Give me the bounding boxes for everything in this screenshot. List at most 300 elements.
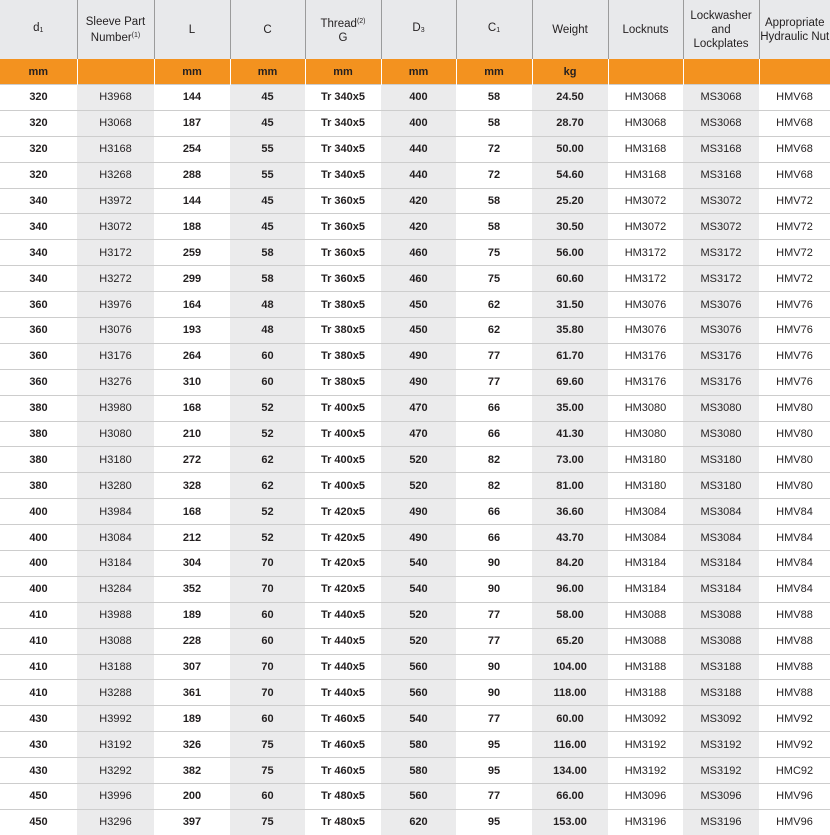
cell-d3: 450 xyxy=(381,292,456,318)
cell-l: 193 xyxy=(154,318,230,344)
cell-d1: 430 xyxy=(0,706,77,732)
cell-lockwasher: MS3192 xyxy=(683,732,759,758)
cell-d1: 360 xyxy=(0,343,77,369)
cell-weight: 96.00 xyxy=(532,576,608,602)
cell-sleeve-part-number: H3288 xyxy=(77,680,154,706)
cell-d3: 420 xyxy=(381,188,456,214)
table-row xyxy=(0,809,830,834)
cell-c: 75 xyxy=(230,758,305,784)
cell-l: 328 xyxy=(154,473,230,499)
cell-l: 189 xyxy=(154,706,230,732)
cell-c: 58 xyxy=(230,240,305,266)
cell-d3: 580 xyxy=(381,732,456,758)
cell-d3: 460 xyxy=(381,240,456,266)
cell-locknuts: HM3184 xyxy=(608,576,683,602)
cell-weight: 61.70 xyxy=(532,343,608,369)
cell-d3: 520 xyxy=(381,473,456,499)
cell-d1: 320 xyxy=(0,85,77,111)
unit-c1: mm xyxy=(456,59,532,85)
cell-hydraulic-nut: HMV80 xyxy=(759,473,830,499)
cell-lockwasher: MS3068 xyxy=(683,85,759,111)
cell-sleeve-part-number: H3976 xyxy=(77,292,154,318)
cell-locknuts: HM3076 xyxy=(608,318,683,344)
cell-weight: 81.00 xyxy=(532,473,608,499)
cell-hydraulic-nut: HMV88 xyxy=(759,602,830,628)
cell-thread: Tr 420x5 xyxy=(305,525,381,551)
cell-d3: 450 xyxy=(381,318,456,344)
cell-hydraulic-nut: HMV80 xyxy=(759,395,830,421)
table-row xyxy=(0,680,830,706)
header-lockwasher: Lockwasher and Lockplates xyxy=(683,0,759,59)
cell-d3: 520 xyxy=(381,447,456,473)
cell-d3: 560 xyxy=(381,680,456,706)
cell-c: 60 xyxy=(230,628,305,654)
cell-thread: Tr 360x5 xyxy=(305,214,381,240)
cell-c1: 72 xyxy=(456,162,532,188)
cell-locknuts: HM3176 xyxy=(608,343,683,369)
cell-sleeve-part-number: H3980 xyxy=(77,395,154,421)
cell-d3: 540 xyxy=(381,551,456,577)
cell-sleeve-part-number: H3084 xyxy=(77,525,154,551)
cell-locknuts: HM3088 xyxy=(608,628,683,654)
cell-hydraulic-nut: HMV72 xyxy=(759,266,830,292)
cell-locknuts: HM3192 xyxy=(608,732,683,758)
header-sleeve-part-number: Sleeve Part Number$^{(1)}$ xyxy=(77,0,154,59)
unit-thread: mm xyxy=(305,59,381,85)
cell-lockwasher: MS3084 xyxy=(683,525,759,551)
cell-d3: 490 xyxy=(381,499,456,525)
cell-l: 397 xyxy=(154,809,230,834)
cell-thread: Tr 440x5 xyxy=(305,680,381,706)
cell-thread: Tr 400x5 xyxy=(305,421,381,447)
cell-sleeve-part-number: H3972 xyxy=(77,188,154,214)
cell-l: 210 xyxy=(154,421,230,447)
cell-l: 264 xyxy=(154,343,230,369)
cell-l: 187 xyxy=(154,110,230,136)
cell-locknuts: HM3084 xyxy=(608,525,683,551)
cell-d3: 420 xyxy=(381,214,456,240)
cell-c1: 77 xyxy=(456,628,532,654)
cell-thread: Tr 400x5 xyxy=(305,447,381,473)
cell-d3: 440 xyxy=(381,162,456,188)
cell-l: 168 xyxy=(154,395,230,421)
cell-c1: 58 xyxy=(456,214,532,240)
cell-hydraulic-nut: HMV92 xyxy=(759,732,830,758)
cell-sleeve-part-number: H3180 xyxy=(77,447,154,473)
cell-thread: Tr 480x5 xyxy=(305,809,381,834)
cell-d3: 490 xyxy=(381,525,456,551)
unit-d3: mm xyxy=(381,59,456,85)
cell-lockwasher: MS3172 xyxy=(683,240,759,266)
cell-thread: Tr 360x5 xyxy=(305,188,381,214)
cell-d1: 340 xyxy=(0,240,77,266)
cell-hydraulic-nut: HMV80 xyxy=(759,421,830,447)
cell-d1: 320 xyxy=(0,162,77,188)
cell-weight: 50.00 xyxy=(532,136,608,162)
cell-d1: 410 xyxy=(0,602,77,628)
cell-lockwasher: MS3172 xyxy=(683,266,759,292)
cell-lockwasher: MS3076 xyxy=(683,292,759,318)
cell-lockwasher: MS3176 xyxy=(683,369,759,395)
cell-l: 272 xyxy=(154,447,230,473)
cell-lockwasher: MS3180 xyxy=(683,447,759,473)
cell-lockwasher: MS3192 xyxy=(683,758,759,784)
cell-c: 52 xyxy=(230,421,305,447)
table-row xyxy=(0,473,830,499)
cell-lockwasher: MS3080 xyxy=(683,421,759,447)
cell-c1: 82 xyxy=(456,447,532,473)
cell-c1: 90 xyxy=(456,576,532,602)
header-c1: $C_1$ xyxy=(456,0,532,59)
cell-c1: 58 xyxy=(456,188,532,214)
cell-c: 60 xyxy=(230,343,305,369)
cell-c1: 95 xyxy=(456,809,532,834)
cell-c: 45 xyxy=(230,85,305,111)
cell-hydraulic-nut: HMV84 xyxy=(759,525,830,551)
cell-thread: Tr 360x5 xyxy=(305,240,381,266)
cell-l: 288 xyxy=(154,162,230,188)
cell-weight: 30.50 xyxy=(532,214,608,240)
cell-weight: 60.60 xyxy=(532,266,608,292)
table-row xyxy=(0,758,830,784)
unit-d1: mm xyxy=(0,59,77,85)
header-c: C xyxy=(230,0,305,59)
cell-thread: Tr 380x5 xyxy=(305,318,381,344)
cell-l: 144 xyxy=(154,85,230,111)
cell-hydraulic-nut: HMV96 xyxy=(759,784,830,810)
cell-d1: 400 xyxy=(0,576,77,602)
table-row xyxy=(0,395,830,421)
cell-hydraulic-nut: HMV76 xyxy=(759,292,830,318)
table-row xyxy=(0,732,830,758)
cell-locknuts: HM3092 xyxy=(608,706,683,732)
header-hydraulic-nut: Appropriate Hydraulic Nut xyxy=(759,0,830,59)
unit-weight: kg xyxy=(532,59,608,85)
cell-thread: Tr 420x5 xyxy=(305,576,381,602)
cell-d3: 560 xyxy=(381,654,456,680)
cell-hydraulic-nut: HMV88 xyxy=(759,628,830,654)
cell-hydraulic-nut: HMV84 xyxy=(759,551,830,577)
header-l: L xyxy=(154,0,230,59)
cell-locknuts: HM3088 xyxy=(608,602,683,628)
table-row xyxy=(0,525,830,551)
cell-c1: 66 xyxy=(456,499,532,525)
cell-hydraulic-nut: HMV96 xyxy=(759,809,830,834)
cell-locknuts: HM3188 xyxy=(608,680,683,706)
cell-lockwasher: MS3196 xyxy=(683,809,759,834)
cell-c: 52 xyxy=(230,499,305,525)
header-locknuts: Locknuts xyxy=(608,0,683,59)
cell-weight: 134.00 xyxy=(532,758,608,784)
cell-c: 70 xyxy=(230,680,305,706)
cell-lockwasher: MS3076 xyxy=(683,318,759,344)
cell-thread: Tr 420x5 xyxy=(305,499,381,525)
cell-thread: Tr 460x5 xyxy=(305,758,381,784)
cell-weight: 65.20 xyxy=(532,628,608,654)
cell-l: 326 xyxy=(154,732,230,758)
cell-weight: 56.00 xyxy=(532,240,608,266)
cell-lockwasher: MS3080 xyxy=(683,395,759,421)
cell-d3: 520 xyxy=(381,602,456,628)
cell-sleeve-part-number: H3088 xyxy=(77,628,154,654)
cell-hydraulic-nut: HMV84 xyxy=(759,576,830,602)
table-row xyxy=(0,628,830,654)
cell-hydraulic-nut: HMC92 xyxy=(759,758,830,784)
cell-sleeve-part-number: H3080 xyxy=(77,421,154,447)
unit-sleeve-part-number xyxy=(77,59,154,85)
cell-locknuts: HM3192 xyxy=(608,758,683,784)
cell-sleeve-part-number: H3068 xyxy=(77,110,154,136)
cell-sleeve-part-number: H3076 xyxy=(77,318,154,344)
cell-lockwasher: MS3168 xyxy=(683,136,759,162)
cell-c1: 77 xyxy=(456,369,532,395)
cell-lockwasher: MS3072 xyxy=(683,214,759,240)
cell-c: 70 xyxy=(230,576,305,602)
cell-d3: 620 xyxy=(381,809,456,834)
cell-l: 168 xyxy=(154,499,230,525)
cell-l: 144 xyxy=(154,188,230,214)
cell-c1: 90 xyxy=(456,680,532,706)
cell-d1: 410 xyxy=(0,628,77,654)
cell-c1: 66 xyxy=(456,395,532,421)
cell-weight: 35.00 xyxy=(532,395,608,421)
cell-c1: 58 xyxy=(456,85,532,111)
cell-lockwasher: MS3184 xyxy=(683,551,759,577)
cell-lockwasher: MS3084 xyxy=(683,499,759,525)
cell-d3: 490 xyxy=(381,369,456,395)
cell-d1: 340 xyxy=(0,188,77,214)
cell-c: 60 xyxy=(230,784,305,810)
cell-locknuts: HM3172 xyxy=(608,266,683,292)
cell-d3: 440 xyxy=(381,136,456,162)
cell-locknuts: HM3076 xyxy=(608,292,683,318)
cell-d3: 490 xyxy=(381,343,456,369)
cell-d3: 400 xyxy=(381,110,456,136)
table-row xyxy=(0,654,830,680)
table-row xyxy=(0,214,830,240)
cell-d1: 360 xyxy=(0,318,77,344)
cell-c: 52 xyxy=(230,395,305,421)
units-row xyxy=(0,59,830,85)
cell-c: 45 xyxy=(230,110,305,136)
cell-c1: 75 xyxy=(456,266,532,292)
cell-lockwasher: MS3088 xyxy=(683,602,759,628)
cell-weight: 84.20 xyxy=(532,551,608,577)
cell-lockwasher: MS3096 xyxy=(683,784,759,810)
table-row xyxy=(0,343,830,369)
cell-lockwasher: MS3072 xyxy=(683,188,759,214)
cell-sleeve-part-number: H3168 xyxy=(77,136,154,162)
cell-weight: 36.60 xyxy=(532,499,608,525)
cell-c: 62 xyxy=(230,447,305,473)
cell-locknuts: HM3080 xyxy=(608,421,683,447)
cell-c1: 66 xyxy=(456,525,532,551)
cell-sleeve-part-number: H3280 xyxy=(77,473,154,499)
cell-d3: 460 xyxy=(381,266,456,292)
cell-c1: 62 xyxy=(456,318,532,344)
table-row xyxy=(0,421,830,447)
cell-d1: 380 xyxy=(0,421,77,447)
cell-locknuts: HM3072 xyxy=(608,188,683,214)
cell-d1: 400 xyxy=(0,525,77,551)
cell-d3: 540 xyxy=(381,576,456,602)
cell-c: 70 xyxy=(230,654,305,680)
cell-c1: 90 xyxy=(456,654,532,680)
cell-c1: 66 xyxy=(456,421,532,447)
cell-locknuts: HM3176 xyxy=(608,369,683,395)
unit-l: mm xyxy=(154,59,230,85)
cell-thread: Tr 440x5 xyxy=(305,628,381,654)
cell-hydraulic-nut: HMV80 xyxy=(759,447,830,473)
cell-hydraulic-nut: HMV88 xyxy=(759,680,830,706)
cell-locknuts: HM3180 xyxy=(608,447,683,473)
cell-thread: Tr 420x5 xyxy=(305,551,381,577)
cell-sleeve-part-number: H3988 xyxy=(77,602,154,628)
cell-d1: 340 xyxy=(0,214,77,240)
cell-l: 164 xyxy=(154,292,230,318)
table-row xyxy=(0,706,830,732)
cell-d1: 410 xyxy=(0,680,77,706)
cell-thread: Tr 340x5 xyxy=(305,110,381,136)
cell-weight: 118.00 xyxy=(532,680,608,706)
cell-l: 307 xyxy=(154,654,230,680)
cell-c: 62 xyxy=(230,473,305,499)
cell-d1: 430 xyxy=(0,732,77,758)
cell-locknuts: HM3068 xyxy=(608,110,683,136)
cell-d1: 410 xyxy=(0,654,77,680)
cell-thread: Tr 440x5 xyxy=(305,602,381,628)
cell-locknuts: HM3180 xyxy=(608,473,683,499)
cell-c: 45 xyxy=(230,214,305,240)
cell-thread: Tr 380x5 xyxy=(305,369,381,395)
cell-weight: 41.30 xyxy=(532,421,608,447)
cell-lockwasher: MS3176 xyxy=(683,343,759,369)
cell-c1: 72 xyxy=(456,136,532,162)
cell-hydraulic-nut: HMV76 xyxy=(759,343,830,369)
cell-hydraulic-nut: HMV92 xyxy=(759,706,830,732)
cell-hydraulic-nut: HMV68 xyxy=(759,136,830,162)
cell-d3: 580 xyxy=(381,758,456,784)
cell-d3: 470 xyxy=(381,395,456,421)
cell-c1: 95 xyxy=(456,732,532,758)
cell-weight: 43.70 xyxy=(532,525,608,551)
cell-l: 310 xyxy=(154,369,230,395)
cell-weight: 24.50 xyxy=(532,85,608,111)
cell-c: 52 xyxy=(230,525,305,551)
cell-c: 45 xyxy=(230,188,305,214)
cell-sleeve-part-number: H3172 xyxy=(77,240,154,266)
cell-l: 212 xyxy=(154,525,230,551)
cell-hydraulic-nut: HMV68 xyxy=(759,162,830,188)
table-row xyxy=(0,576,830,602)
cell-hydraulic-nut: HMV72 xyxy=(759,188,830,214)
cell-thread: Tr 400x5 xyxy=(305,395,381,421)
table-row xyxy=(0,85,830,111)
cell-l: 188 xyxy=(154,214,230,240)
cell-thread: Tr 340x5 xyxy=(305,85,381,111)
cell-lockwasher: MS3180 xyxy=(683,473,759,499)
cell-c1: 77 xyxy=(456,706,532,732)
cell-d3: 470 xyxy=(381,421,456,447)
cell-l: 352 xyxy=(154,576,230,602)
cell-d3: 400 xyxy=(381,85,456,111)
cell-l: 254 xyxy=(154,136,230,162)
cell-lockwasher: MS3188 xyxy=(683,654,759,680)
cell-locknuts: HM3068 xyxy=(608,85,683,111)
cell-hydraulic-nut: HMV84 xyxy=(759,499,830,525)
cell-hydraulic-nut: HMV72 xyxy=(759,240,830,266)
cell-c: 48 xyxy=(230,292,305,318)
table-row xyxy=(0,318,830,344)
cell-lockwasher: MS3092 xyxy=(683,706,759,732)
cell-weight: 69.60 xyxy=(532,369,608,395)
cell-sleeve-part-number: H3268 xyxy=(77,162,154,188)
cell-weight: 54.60 xyxy=(532,162,608,188)
cell-sleeve-part-number: H3188 xyxy=(77,654,154,680)
table-row xyxy=(0,369,830,395)
cell-c1: 58 xyxy=(456,110,532,136)
cell-c1: 95 xyxy=(456,758,532,784)
cell-c: 60 xyxy=(230,706,305,732)
cell-c1: 90 xyxy=(456,551,532,577)
cell-l: 189 xyxy=(154,602,230,628)
cell-d1: 320 xyxy=(0,110,77,136)
cell-l: 228 xyxy=(154,628,230,654)
unit-locknuts xyxy=(608,59,683,85)
cell-weight: 35.80 xyxy=(532,318,608,344)
cell-sleeve-part-number: H3284 xyxy=(77,576,154,602)
cell-c1: 75 xyxy=(456,240,532,266)
cell-l: 382 xyxy=(154,758,230,784)
cell-hydraulic-nut: HMV68 xyxy=(759,85,830,111)
cell-thread: Tr 340x5 xyxy=(305,162,381,188)
cell-c: 55 xyxy=(230,136,305,162)
cell-locknuts: HM3168 xyxy=(608,136,683,162)
cell-sleeve-part-number: H3996 xyxy=(77,784,154,810)
cell-thread: Tr 440x5 xyxy=(305,654,381,680)
unit-c: mm xyxy=(230,59,305,85)
cell-c1: 82 xyxy=(456,473,532,499)
cell-sleeve-part-number: H3192 xyxy=(77,732,154,758)
cell-d1: 380 xyxy=(0,447,77,473)
cell-lockwasher: MS3188 xyxy=(683,680,759,706)
cell-d1: 360 xyxy=(0,292,77,318)
cell-hydraulic-nut: HMV72 xyxy=(759,214,830,240)
cell-weight: 60.00 xyxy=(532,706,608,732)
cell-c1: 62 xyxy=(456,292,532,318)
cell-locknuts: HM3080 xyxy=(608,395,683,421)
cell-d1: 380 xyxy=(0,395,77,421)
cell-hydraulic-nut: HMV88 xyxy=(759,654,830,680)
unit-lockwasher xyxy=(683,59,759,85)
cell-d1: 320 xyxy=(0,136,77,162)
cell-sleeve-part-number: H3184 xyxy=(77,551,154,577)
unit-hydraulic-nut xyxy=(759,59,830,85)
cell-c1: 77 xyxy=(456,602,532,628)
cell-c: 55 xyxy=(230,162,305,188)
cell-locknuts: HM3196 xyxy=(608,809,683,834)
table-row xyxy=(0,136,830,162)
table-row xyxy=(0,602,830,628)
cell-lockwasher: MS3168 xyxy=(683,162,759,188)
header-thread: Thread$^{(2)}$ G xyxy=(305,0,381,59)
cell-hydraulic-nut: HMV76 xyxy=(759,369,830,395)
table-row xyxy=(0,784,830,810)
cell-d3: 520 xyxy=(381,628,456,654)
table-row xyxy=(0,110,830,136)
cell-thread: Tr 460x5 xyxy=(305,732,381,758)
cell-locknuts: HM3188 xyxy=(608,654,683,680)
